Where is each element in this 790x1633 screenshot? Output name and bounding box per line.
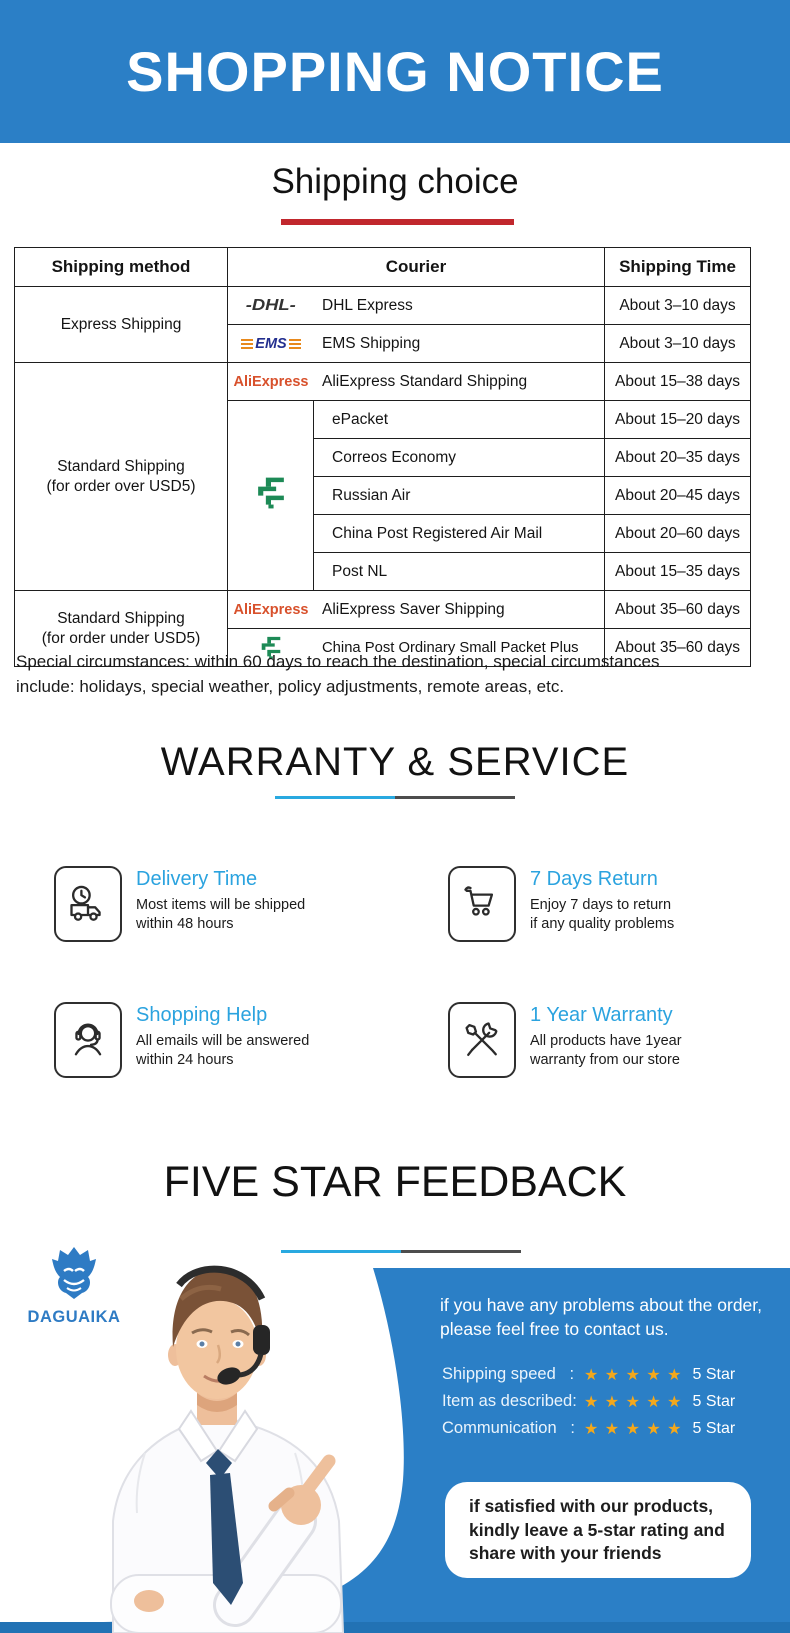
- dhl-logo: -DHL-: [245, 296, 297, 314]
- time-china-post-ordinary: About 35–60 days: [605, 629, 751, 667]
- feedback-intro: if you have any problems about the order, please feel free to contact us.: [440, 1295, 763, 1340]
- aliexpress-logo: AliExpress: [233, 601, 309, 618]
- shopping-cart-icon: [448, 866, 516, 942]
- warranty-title-underline: [275, 796, 515, 799]
- courier-ems: [228, 325, 605, 363]
- table-row: [15, 287, 751, 325]
- courier-china-post-registered: China Post Registered Air Mail: [314, 515, 605, 553]
- time-correos: About 20–35 days: [605, 439, 751, 477]
- warranty-section-title: WARRANTY & SERVICE: [160, 740, 630, 784]
- courier-epacket: ePacket: [314, 401, 605, 439]
- repair-tools-icon: [448, 1002, 516, 1078]
- courier-name: China Post Ordinary Small Packet Plus: [322, 639, 579, 656]
- courier-name: DHL Express: [322, 296, 413, 314]
- warranty-item-help: Shopping Help All emails will be answered within 24 hours: [54, 1002, 404, 1078]
- ems-logo: EMS: [228, 336, 314, 352]
- courier-russian-air: Russian Air: [314, 477, 605, 515]
- rating-row-item-described: Item as described: ★ ★ ★ ★ ★ 5 Star: [442, 1392, 736, 1411]
- five-stars-icon: ★ ★ ★ ★ ★: [584, 1366, 683, 1384]
- shipping-title-underline: [281, 219, 514, 225]
- method-standard-over: Standard Shipping (for order over USD5): [15, 363, 228, 591]
- five-star-cta-bubble: if satisfied with our products, kindly leave a 5-star rating and share with your friends: [445, 1482, 751, 1578]
- page-header: [0, 0, 790, 143]
- time-aliexpress-saver: About 35–60 days: [605, 591, 751, 629]
- aliexpress-logo: AliExpress: [233, 373, 309, 390]
- courier-aliexpress-standard: [228, 363, 605, 401]
- feedback-section: [0, 1193, 790, 1633]
- delivery-truck-icon: [54, 866, 122, 942]
- rating-row-communication: Communication : ★ ★ ★ ★ ★ 5 Star: [442, 1419, 736, 1438]
- time-aliexpress-standard: About 15–38 days: [605, 363, 751, 401]
- shipping-table: [14, 247, 751, 667]
- courier-correos: Correos Economy: [314, 439, 605, 477]
- time-china-post-registered: About 20–60 days: [605, 515, 751, 553]
- time-dhl: About 3–10 days: [605, 287, 751, 325]
- customer-support-icon: [54, 1002, 122, 1078]
- table-row: [15, 591, 751, 629]
- special-circumstances-note: Special circumstances: within 60 days to reach the destination, special circumstances include: holidays, special weather, policy adjustments, remote areas, etc.: [16, 652, 660, 696]
- table-header-row: [15, 248, 751, 287]
- warranty-item-warranty: 1 Year Warranty All products have 1year warranty from our store: [448, 1002, 790, 1078]
- warranty-item-return: 7 Days Return Enjoy 7 days to return if any quality problems: [448, 866, 790, 942]
- feedback-ratings: [442, 1361, 735, 1442]
- shipping-section-title: Shipping choice: [271, 162, 519, 201]
- china-post-logo: [228, 401, 314, 591]
- time-ems: About 3–10 days: [605, 325, 751, 363]
- brand-name: DAGUAIKA: [27, 1308, 121, 1326]
- courier-post-nl: Post NL: [314, 553, 605, 591]
- warranty-item-title: 1 Year Warranty: [530, 1004, 673, 1026]
- courier-name: EMS Shipping: [322, 334, 421, 352]
- five-stars-icon: ★ ★ ★ ★ ★: [584, 1420, 683, 1438]
- ems-lines-icon: [289, 339, 301, 349]
- table-row: [15, 363, 751, 401]
- courier-name: AliExpress Saver Shipping: [322, 600, 505, 618]
- time-epacket: About 15–20 days: [605, 401, 751, 439]
- col-header-method: Shipping method: [15, 248, 228, 287]
- ems-lines-icon: [241, 339, 253, 349]
- five-stars-icon: ★ ★ ★ ★ ★: [584, 1393, 683, 1411]
- courier-aliexpress-saver: [228, 591, 605, 629]
- courier-dhl: [228, 287, 605, 325]
- feedback-section-title: FIVE STAR FEEDBACK: [163, 1158, 627, 1206]
- warranty-item-title: Shopping Help: [136, 1004, 268, 1026]
- warranty-item-title: Delivery Time: [136, 868, 258, 890]
- support-agent-photo: [85, 1253, 385, 1633]
- time-russian-air: About 20–45 days: [605, 477, 751, 515]
- warranty-item-title: 7 Days Return: [530, 868, 658, 890]
- page-title: SHOPPING NOTICE: [126, 40, 664, 103]
- method-express: Express Shipping: [15, 287, 228, 363]
- time-post-nl: About 15–35 days: [605, 553, 751, 591]
- col-header-time: Shipping Time: [605, 248, 751, 287]
- warranty-item-delivery: Delivery Time Most items will be shipped within 48 hours: [54, 866, 404, 942]
- courier-name: AliExpress Standard Shipping: [322, 372, 528, 390]
- method-standard-under: Standard Shipping (for order under USD5): [15, 591, 228, 667]
- rating-row-shipping-speed: Shipping speed : ★ ★ ★ ★ ★ 5 Star: [442, 1365, 736, 1384]
- col-header-courier: Courier: [228, 248, 605, 287]
- china-post-emblem-icon: [253, 475, 289, 511]
